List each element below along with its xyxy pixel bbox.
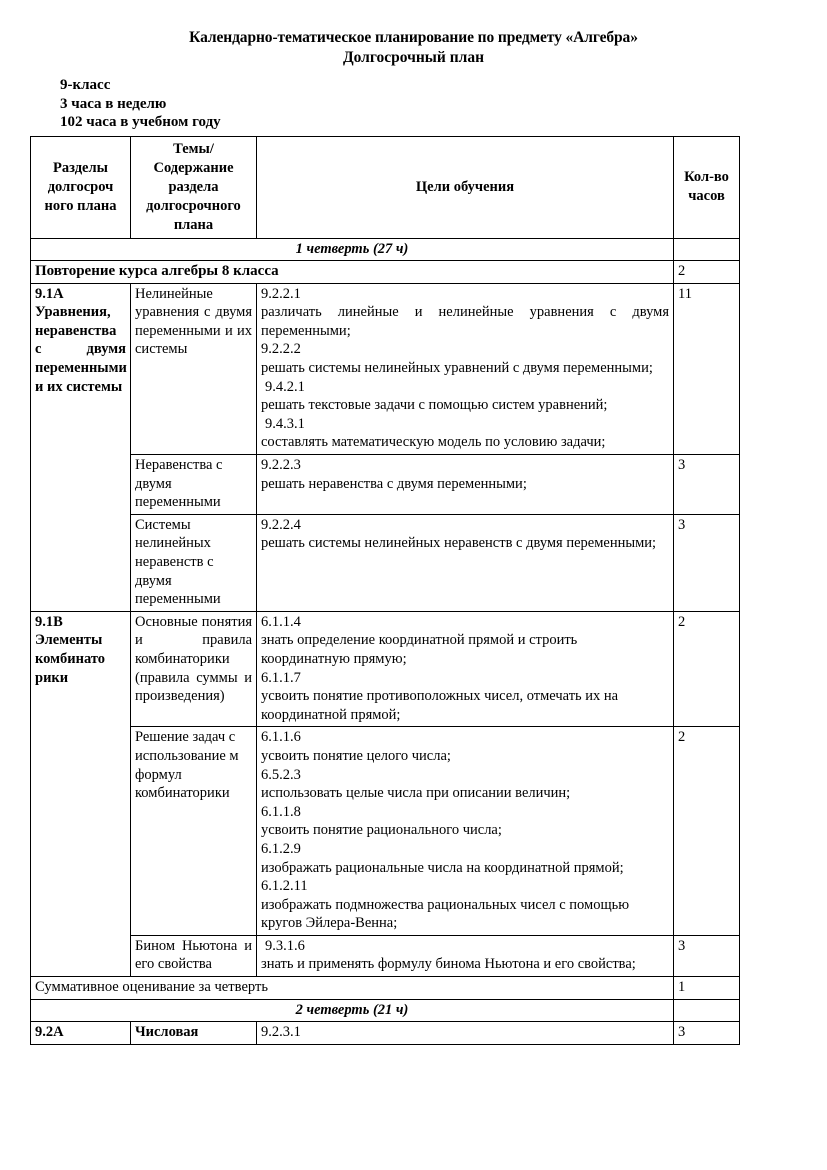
- quarter-2-label: 2 четверть (21 ч): [31, 999, 674, 1022]
- header-goals: Цели обучения: [257, 136, 674, 238]
- hours-cell: 2: [674, 727, 740, 936]
- repetition-row: [31, 261, 740, 284]
- header-hours: Кол-во часов: [674, 136, 740, 238]
- goal-code: 6.1.1.8: [261, 803, 301, 820]
- summative-row: [31, 977, 740, 1000]
- hours-cell: 3: [674, 1022, 740, 1045]
- hours-cell: 3: [674, 935, 740, 976]
- goal-text: решать системы нелинейных неравенств с двумя переменными;: [261, 535, 657, 552]
- page-title: Календарно-тематическое планирование по предмету «Алгебра»: [189, 29, 638, 46]
- meta-hours-per-week: 3 часа в неделю: [60, 95, 167, 112]
- theme-cell: Системы нелинейных неравенств с двумя переменными: [131, 514, 257, 611]
- quarter-1-label: 1 четверть (27 ч): [31, 238, 674, 261]
- goals-cell: [257, 935, 674, 976]
- goal-code: 9.2.2.4: [261, 516, 301, 533]
- header-themes: Темы/ Содержание раздела долгосрочного плана: [131, 136, 257, 238]
- repetition-label: Повторение курса алгебры 8 класса: [31, 261, 674, 284]
- goals-cell: [257, 455, 674, 515]
- meta-hours-per-year: 102 часа в учебном году: [60, 114, 221, 130]
- goal-code: 6.1.1.7: [261, 669, 301, 686]
- summative-hours: 1: [674, 977, 740, 1000]
- section-cell-91a: 9.1А Уравнения, неравенства с двумя переменными и их системы: [31, 283, 131, 611]
- goal-text: усвоить понятие противоположных чисел, отмечать их на координатной прямой;: [261, 688, 619, 723]
- goal-text: решать текстовые задачи с помощью систем уравнений;: [261, 397, 608, 414]
- table-row: [31, 283, 740, 454]
- meta-grade: 9-класс: [60, 77, 111, 93]
- table-row: [31, 611, 740, 727]
- summative-label: Суммативное оценивание за четверть: [31, 977, 674, 1000]
- goal-text: усвоить понятие рационального числа;: [261, 822, 502, 839]
- theme-cell: Основные понятия и правила комбинаторики (правила суммы и произведения): [131, 611, 257, 727]
- goal-text: решать системы нелинейных уравнений с двумя переменными;: [261, 360, 653, 377]
- goal-text: составлять математическую модель по условию задачи;: [261, 434, 606, 451]
- goals-cell: [257, 727, 674, 936]
- document-meta: [60, 76, 827, 132]
- goal-text: усвоить понятие целого числа;: [261, 747, 451, 764]
- goal-code: 9.4.3.1: [265, 415, 305, 432]
- quarter-2-hours: [674, 999, 740, 1022]
- theme-cell: Бином Ньютона и его свойства: [131, 935, 257, 976]
- table-row: [31, 935, 740, 976]
- header-sections: Разделы долгосроч ного плана: [31, 136, 131, 238]
- goal-code: 9.2.2.2: [261, 341, 301, 358]
- table-row: [31, 455, 740, 515]
- goal-code: 6.1.1.4: [261, 613, 301, 630]
- hours-cell: 11: [674, 283, 740, 454]
- hours-cell: 3: [674, 514, 740, 611]
- table-header-row: [31, 136, 740, 238]
- goal-code: 6.5.2.3: [261, 766, 301, 783]
- repetition-hours: 2: [674, 261, 740, 284]
- hours-cell: 2: [674, 611, 740, 727]
- hours-cell: 3: [674, 455, 740, 515]
- goal-text: различать линейные и нелинейные уравнения с двумя переменными;: [261, 304, 669, 339]
- section-cell-92a: 9.2А: [31, 1022, 131, 1045]
- goal-text: изображать подмножества рациональных чисел с помощью кругов Эйлера-Венна;: [261, 896, 630, 932]
- goal-code: 6.1.2.11: [261, 878, 308, 895]
- goals-cell: [257, 611, 674, 727]
- goal-text: изображать рациональные числа на координатной прямой;: [261, 859, 624, 876]
- goal-code: 9.4.2.1: [265, 378, 305, 395]
- goal-code: 9.2.3.1: [261, 1024, 301, 1041]
- quarter-banner-row: [31, 238, 740, 261]
- goal-code: 9.2.2.3: [261, 457, 301, 474]
- goals-cell: [257, 1022, 674, 1045]
- theme-cell: Числовая: [131, 1022, 257, 1045]
- page-subtitle: Долгосрочный план: [342, 49, 485, 66]
- table-row: [31, 727, 740, 936]
- theme-cell: Неравенства с двумя переменными: [131, 455, 257, 515]
- goal-text: использовать целые числа при описании величин;: [261, 785, 571, 802]
- goal-code: 6.1.1.6: [261, 729, 301, 746]
- table-row: [31, 1022, 740, 1045]
- quarter-1-hours: [674, 238, 740, 261]
- long-term-plan-table: [30, 136, 740, 1045]
- table-row: [31, 514, 740, 611]
- goal-text: знать и применять формулу бинома Ньютона и его свойства;: [261, 956, 636, 973]
- quarter-banner-row: [31, 999, 740, 1022]
- goal-code: 6.1.2.9: [261, 840, 301, 857]
- theme-cell: Решение задач с использование м формул комбинаторики: [131, 727, 257, 936]
- goals-cell: [257, 283, 674, 454]
- section-cell-91b: 9.1В Элементы комбинато рики: [31, 611, 131, 976]
- goal-text: знать определение координатной прямой и строить координатную прямую;: [261, 632, 578, 667]
- goals-cell: [257, 514, 674, 611]
- goal-code: 9.2.2.1: [261, 285, 301, 302]
- goal-text: решать неравенства с двумя переменными;: [261, 475, 527, 492]
- theme-cell: Нелинейные уравнения с двумя переменными и их системы: [131, 283, 257, 454]
- goal-code: 9.3.1.6: [265, 937, 305, 954]
